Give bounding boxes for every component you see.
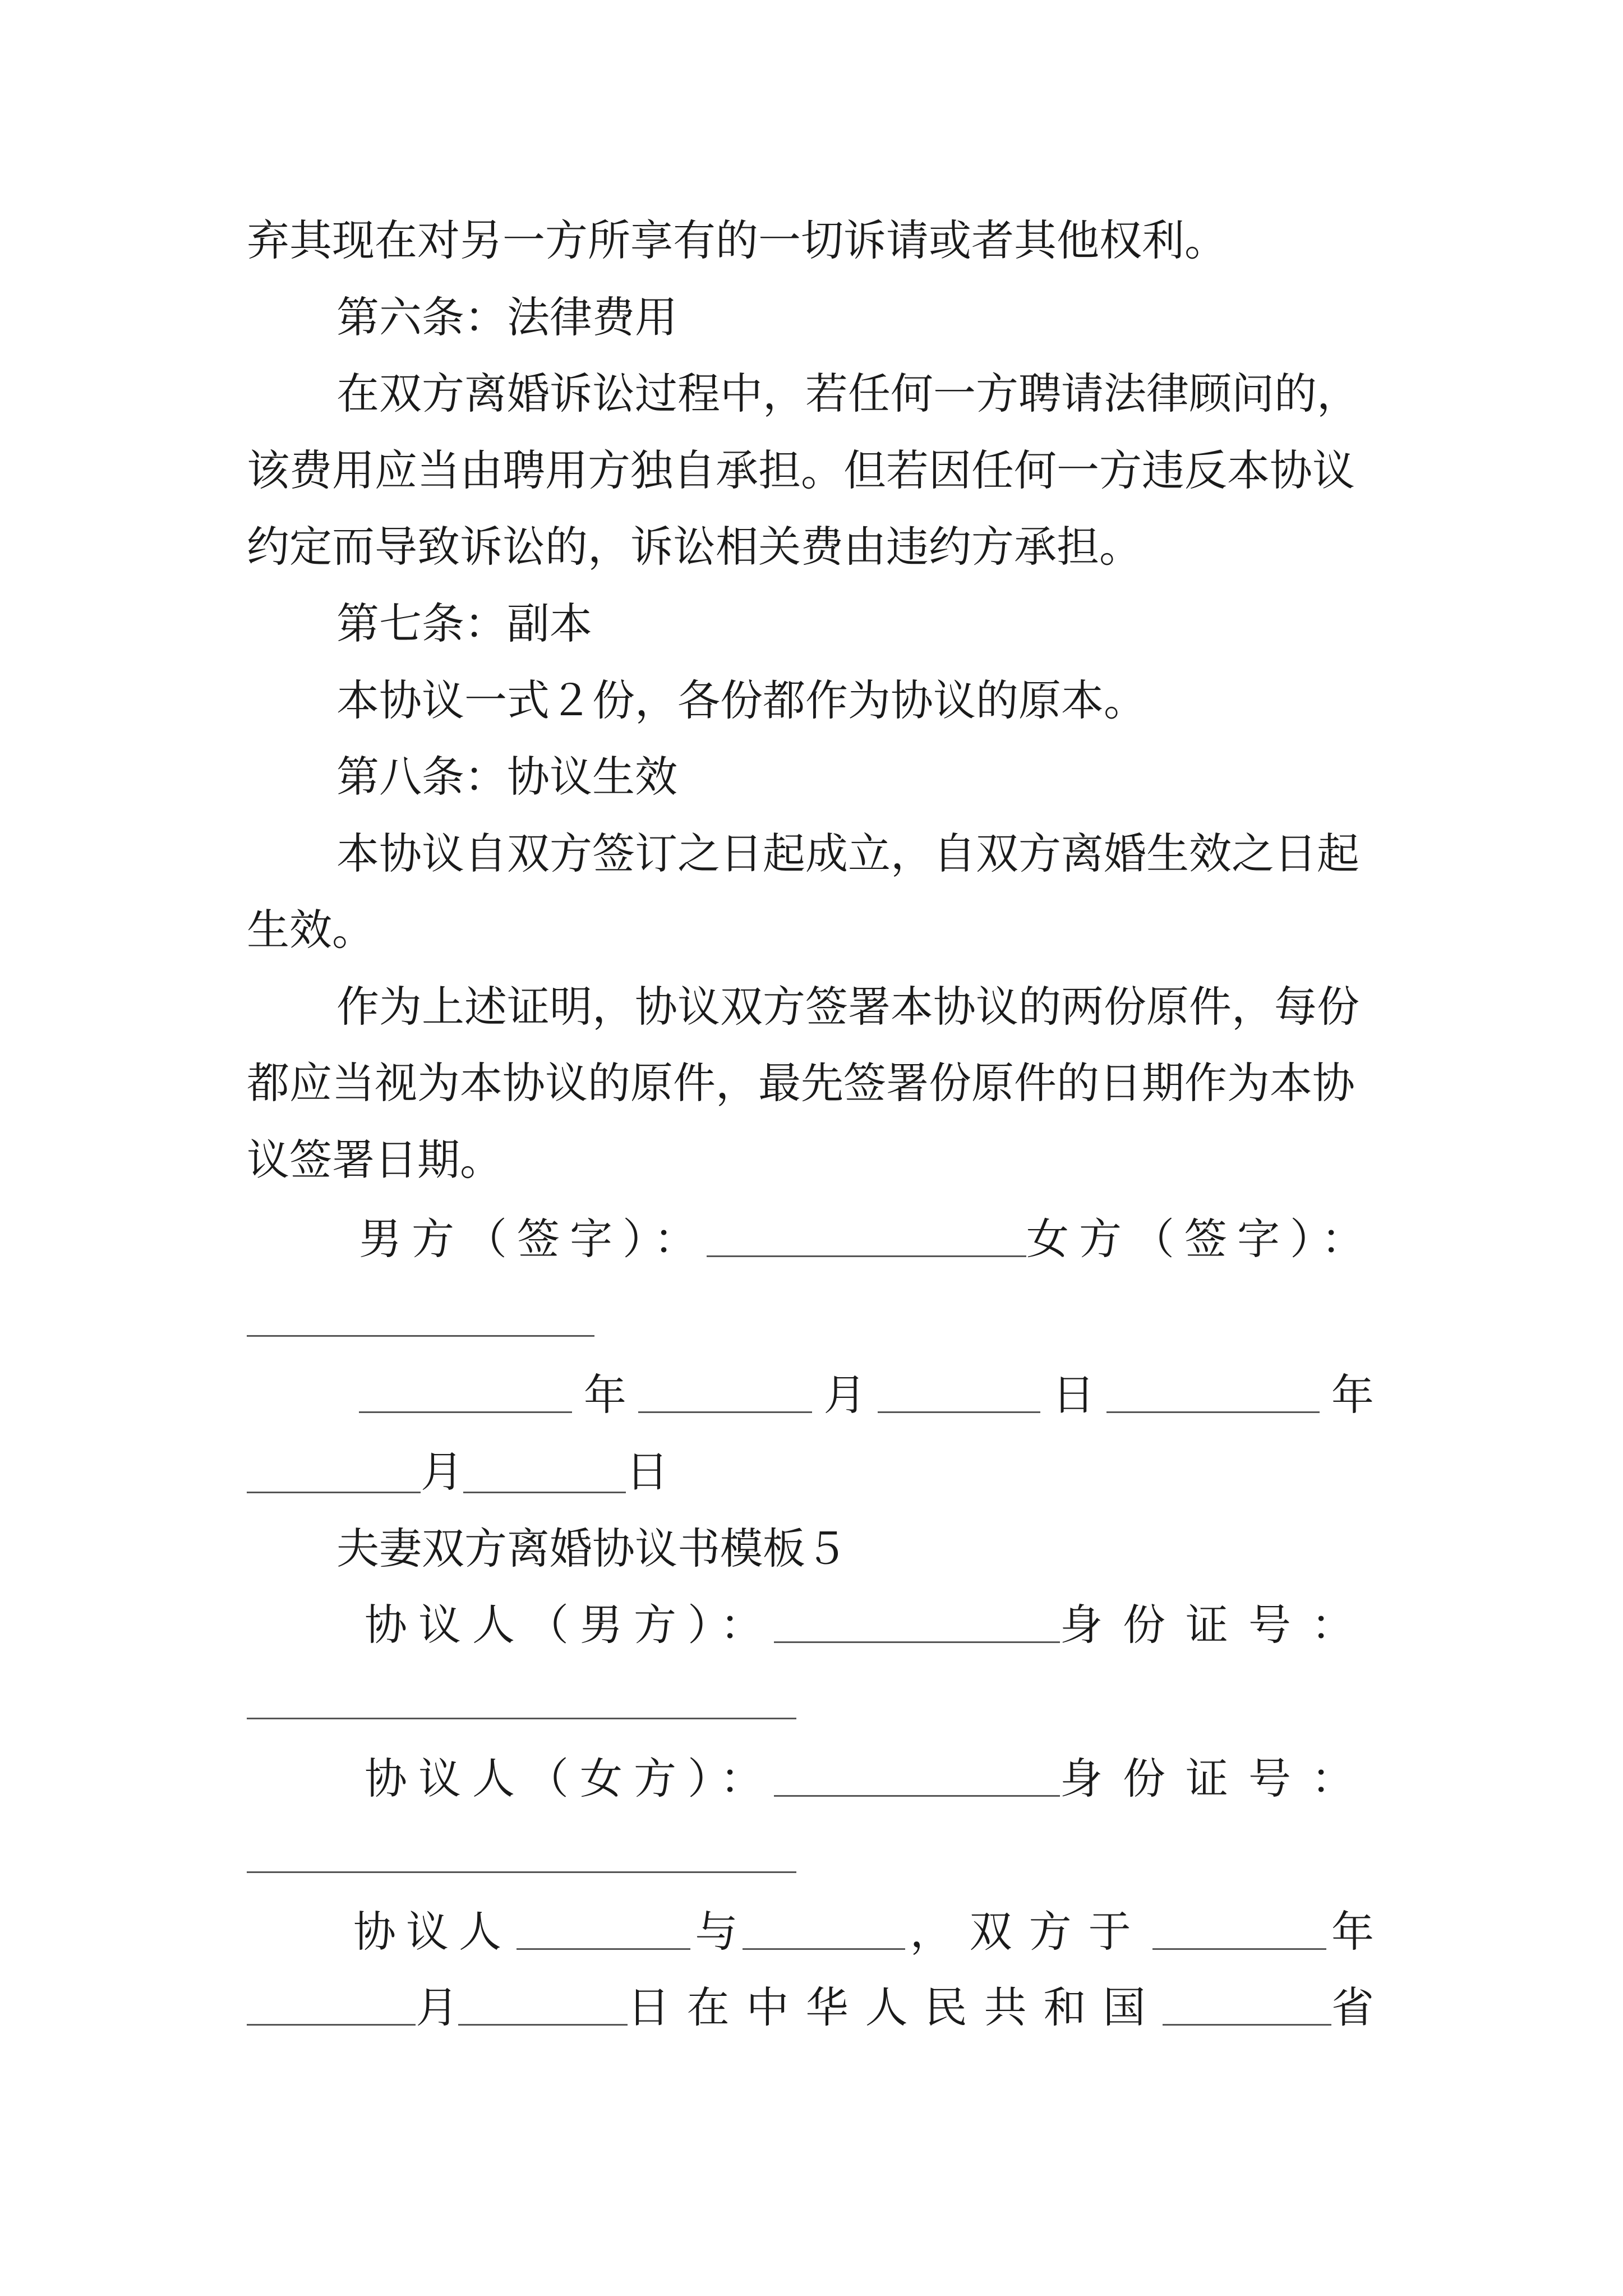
closing-text: 日在中华人民共和国 [627,1982,1163,2032]
closing-text: 省 [1331,1982,1374,2032]
female-signature-field[interactable] [247,1335,594,1337]
text-line: 作为上述证明，协议双方签署本协议的两份原件，每份 [336,982,1359,1032]
closing-month-field[interactable] [247,1990,416,2026]
male-year-field[interactable] [359,1378,572,1413]
signature-row [359,1200,1374,1278]
text-line: 生效。 [247,905,375,955]
text-line: 约定而导致诉讼的，诉讼相关费由违约方承担。 [247,522,1142,572]
female-year-field[interactable] [1106,1378,1320,1413]
party-male-name-field[interactable] [774,1608,1060,1643]
party-male-label: 协议人（男方）： [365,1600,774,1650]
text-line: 本协议自双方签订之日起成立，自双方离婚生效之日起 [336,829,1359,878]
party-male-id-field[interactable] [247,1718,796,1719]
article-heading-6: 第六条：法律费用 [336,292,677,342]
closing-row-1 [353,1893,1374,1971]
closing-text: 月 [416,1982,459,2032]
day-label: 日 [1052,1370,1095,1420]
female-signature-label: 女方（签字）： [1026,1214,1374,1264]
closing-text: ，双方于 [910,1907,1148,1957]
closing-text: 协议人 [353,1907,511,1957]
party-female-row [365,1740,1374,1818]
party-male-row [365,1586,1374,1664]
female-month-field[interactable] [247,1458,421,1493]
month-label: 月 [421,1447,463,1497]
closing-province-field[interactable] [1163,1990,1331,2026]
day-label: 日 [626,1447,668,1497]
year-label: 年 [583,1370,626,1420]
year-label: 年 [1331,1370,1374,1420]
male-month-field[interactable] [638,1378,812,1413]
article-heading-8: 第八条：协议生效 [336,752,677,802]
template-title: 夫妻双方离婚协议书模板５ [336,1524,848,1573]
closing-year-field[interactable] [1152,1915,1326,1950]
text-line: 议签署日期。 [247,1135,502,1185]
date-row [359,1356,1374,1434]
text-line: 该费用应当由聘用方独自承担。但若因任何一方违反本协议 [247,445,1355,495]
male-signature-label: 男方（签字）： [359,1214,707,1264]
closing-day-field[interactable] [458,1990,627,2026]
article-heading-7: 第七条：副本 [336,599,592,648]
text-line: 弃其现在对另一方所享有的一切诉请或者其他权利。 [247,215,1227,265]
party-female-label: 协议人（女方）： [365,1754,774,1803]
text-line: 本协议一式２份，各份都作为协议的原本。 [336,675,1146,725]
party-female-name-field[interactable] [774,1761,1060,1797]
male-day-field[interactable] [878,1378,1040,1413]
party-a-field[interactable] [517,1915,690,1950]
closing-row-2 [247,1969,1374,2046]
male-signature-field[interactable] [707,1222,1026,1257]
female-day-field[interactable] [463,1458,626,1493]
date-row-continued [247,1433,695,1511]
closing-text: 与 [695,1907,738,1957]
text-line: 在双方离婚诉讼过程中，若任何一方聘请法律顾问的， [336,369,1359,418]
id-number-label: 身份证号： [1060,1754,1374,1803]
party-b-field[interactable] [743,1915,905,1950]
text-line: 都应当视为本协议的原件，最先签署份原件的日期作为本协 [247,1058,1355,1108]
id-number-label: 身份证号： [1060,1600,1374,1650]
month-label: 月 [823,1370,866,1420]
closing-text: 年 [1331,1907,1374,1957]
party-female-id-field[interactable] [247,1871,796,1873]
